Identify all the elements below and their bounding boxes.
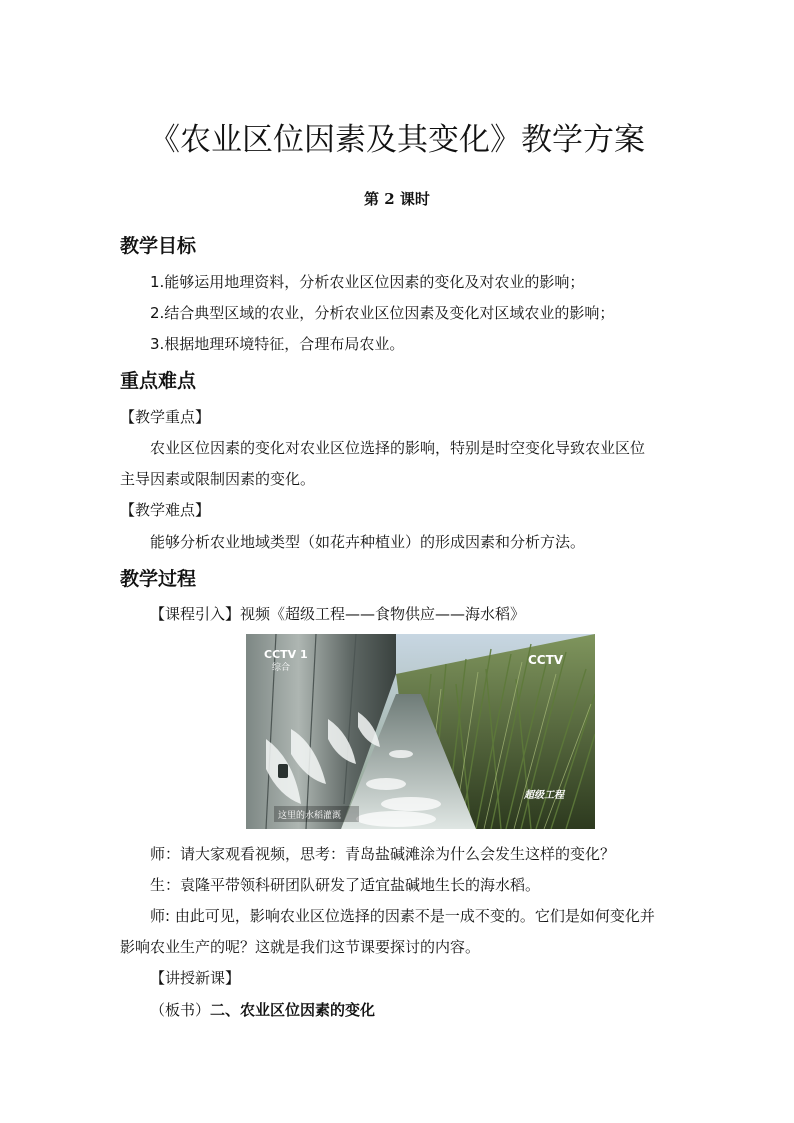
goal-item: 2.结合典型区域的农业，分析农业区位因素及变化对区域农业的影响；	[150, 304, 615, 322]
goals-heading: 教学目标	[120, 235, 197, 257]
goal-item: 1.能够运用地理资料，分析农业区位因素的变化及对农业的影响；	[150, 273, 585, 291]
dialog-teacher-remark-line2: 影响农业生产的呢？这就是我们这节课要探讨的内容。	[120, 938, 481, 956]
dialog-teacher-question: 师：请大家观看视频，思考：青岛盐碱滩涂为什么会发生这样的变化？	[150, 845, 616, 863]
dialog-teacher-remark-line1: 师: 由此可见，影响农业区位选择的因素不是一成不变的。它们是如何变化并	[150, 907, 655, 925]
difficulty-label: 【教学难点】	[120, 501, 211, 519]
board-heading: 二、农业区位因素的变化	[210, 1001, 376, 1019]
channel-logo-right: CCTV	[528, 653, 564, 667]
intro-line: 【课程引入】视频《超级工程——食物供应——海水稻》	[150, 605, 526, 623]
key-point-label: 【教学重点】	[120, 408, 211, 426]
lesson-subtitle: 第 2 课时	[364, 190, 430, 208]
document-title: 《农业区位因素及其变化》教学方案	[149, 122, 645, 158]
video-caption: 这里的水稻灌溉	[278, 811, 342, 821]
process-heading: 教学过程	[120, 568, 197, 590]
key-heading: 重点难点	[120, 370, 197, 392]
dialog-student-answer: 生：袁隆平带领科研团队研发了适宜盐碱地生长的海水稻。	[150, 876, 541, 894]
goal-item: 3.根据地理环境特征，合理布局农业。	[150, 335, 405, 353]
program-watermark: 超级工程	[524, 790, 564, 801]
channel-logo-left-sub: 综合	[272, 663, 291, 673]
new-lesson-label: 【讲授新课】	[150, 969, 241, 987]
video-still-image	[246, 634, 595, 829]
key-point-text-line2: 主导因素或限制因素的变化。	[120, 470, 316, 488]
key-point-text-line1: 农业区位因素的变化对农业区位选择的影响，特别是时空变化导致农业区位	[150, 439, 646, 457]
difficulty-text: 能够分析农业地域类型（如花卉种植业）的形成因素和分析方法。	[150, 533, 586, 551]
channel-logo-left: CCTV 1	[264, 648, 308, 661]
board-line	[150, 998, 375, 1022]
board-prefix: （板书）	[150, 1001, 211, 1019]
